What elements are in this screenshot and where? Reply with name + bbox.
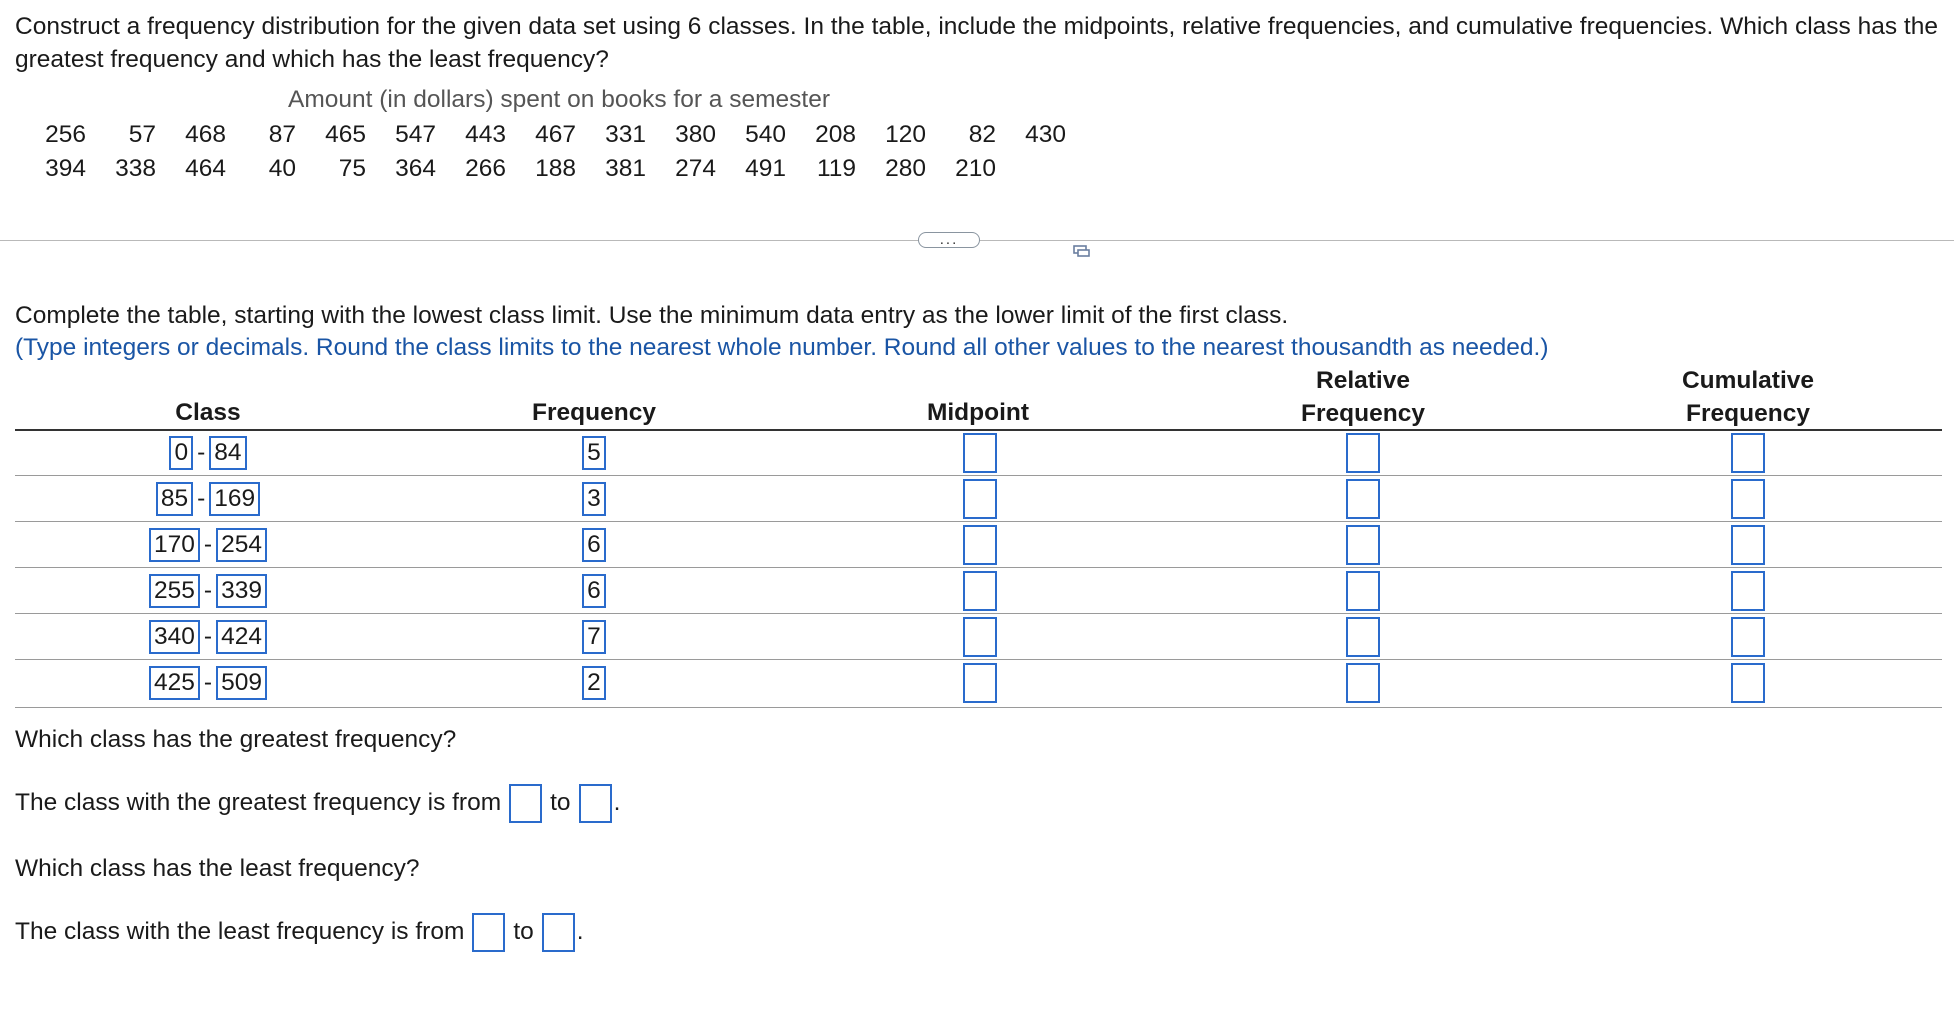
dataset-title: Amount (in dollars) spent on books for a semester bbox=[288, 86, 830, 113]
cumulative-frequency-cell bbox=[1558, 431, 1938, 475]
instruction-text: Complete the table, starting with the lowest class limit. Use the minimum data entry as the lower limit of the first class. bbox=[15, 302, 1289, 329]
header-frequency: Frequency bbox=[532, 399, 656, 426]
data-value: 266 bbox=[465, 155, 506, 182]
frequency-input[interactable]: 5 bbox=[582, 436, 606, 470]
relative-frequency-input[interactable] bbox=[1346, 571, 1380, 611]
row-separator bbox=[15, 475, 1942, 476]
relative-frequency-input[interactable] bbox=[1346, 525, 1380, 565]
cumulative-frequency-input[interactable] bbox=[1731, 479, 1765, 519]
class-lower-input[interactable]: 85 bbox=[156, 482, 193, 516]
midpoint-cell bbox=[787, 431, 1173, 475]
data-value: 465 bbox=[325, 121, 366, 148]
cumulative-frequency-input[interactable] bbox=[1731, 617, 1765, 657]
relative-frequency-input[interactable] bbox=[1346, 617, 1380, 657]
data-value: 491 bbox=[745, 155, 786, 182]
data-value: 468 bbox=[185, 121, 226, 148]
cumulative-frequency-cell bbox=[1558, 523, 1938, 567]
data-value: 467 bbox=[535, 121, 576, 148]
data-value: 256 bbox=[45, 121, 86, 148]
header-class: Class bbox=[175, 399, 241, 426]
frequency-input[interactable]: 7 bbox=[582, 620, 606, 654]
copy-data-icon[interactable] bbox=[1073, 245, 1090, 257]
table-bottom-rule bbox=[15, 707, 1942, 708]
class-lower-input[interactable]: 255 bbox=[149, 574, 200, 608]
data-value: 120 bbox=[885, 121, 926, 148]
table-row-3-class: 170 - 254 bbox=[15, 523, 401, 567]
frequency-cell bbox=[401, 569, 787, 613]
data-value: 443 bbox=[465, 121, 506, 148]
frequency-cell bbox=[401, 477, 787, 521]
midpoint-cell bbox=[787, 569, 1173, 613]
data-value: 210 bbox=[955, 155, 996, 182]
greatest-from-input[interactable] bbox=[509, 784, 542, 823]
cumulative-frequency-input[interactable] bbox=[1731, 433, 1765, 473]
data-row-2 bbox=[0, 152, 1200, 186]
class-upper-input[interactable]: 424 bbox=[216, 620, 267, 654]
midpoint-input[interactable] bbox=[963, 663, 997, 703]
relative-frequency-cell bbox=[1173, 523, 1553, 567]
data-value: 394 bbox=[45, 155, 86, 182]
data-value: 364 bbox=[395, 155, 436, 182]
greatest-to-input[interactable] bbox=[579, 784, 612, 823]
relative-frequency-cell bbox=[1173, 615, 1553, 659]
cumulative-frequency-cell bbox=[1558, 661, 1938, 705]
table-row-4-class: 255 - 339 bbox=[15, 569, 401, 613]
least-from-input[interactable] bbox=[472, 913, 505, 952]
data-value: 40 bbox=[268, 155, 296, 182]
data-row-1 bbox=[0, 118, 1200, 152]
class-upper-input[interactable]: 509 bbox=[216, 666, 267, 700]
relative-frequency-input[interactable] bbox=[1346, 479, 1380, 519]
frequency-input[interactable]: 6 bbox=[582, 528, 606, 562]
header-midpoint: Midpoint bbox=[926, 399, 1030, 426]
header-cumulative-frequency: Cumulative Frequency bbox=[1681, 367, 1815, 427]
greatest-answer-line: The class with the greatest frequency is from to . bbox=[15, 782, 620, 824]
table-row-5-class: 340 - 424 bbox=[15, 615, 401, 659]
data-value: 381 bbox=[605, 155, 646, 182]
data-value: 188 bbox=[535, 155, 576, 182]
data-value: 430 bbox=[1025, 121, 1066, 148]
frequency-cell bbox=[401, 431, 787, 475]
data-value: 57 bbox=[128, 121, 156, 148]
class-lower-input[interactable]: 340 bbox=[149, 620, 200, 654]
data-value: 208 bbox=[815, 121, 856, 148]
row-separator bbox=[15, 659, 1942, 660]
data-value: 380 bbox=[675, 121, 716, 148]
cumulative-frequency-cell bbox=[1558, 615, 1938, 659]
relative-frequency-cell bbox=[1173, 477, 1553, 521]
class-lower-input[interactable]: 170 bbox=[149, 528, 200, 562]
data-value: 547 bbox=[395, 121, 436, 148]
midpoint-cell bbox=[787, 661, 1173, 705]
midpoint-input[interactable] bbox=[963, 525, 997, 565]
instruction-note: (Type integers or decimals. Round the class limits to the nearest whole number. Round all other values to the nearest thousandth as needed.) bbox=[15, 334, 1549, 361]
midpoint-cell bbox=[787, 477, 1173, 521]
cumulative-frequency-input[interactable] bbox=[1731, 663, 1765, 703]
greatest-question: Which class has the greatest frequency? bbox=[15, 726, 457, 753]
row-separator bbox=[15, 567, 1942, 568]
midpoint-input[interactable] bbox=[963, 479, 997, 519]
least-to-input[interactable] bbox=[542, 913, 575, 952]
midpoint-cell bbox=[787, 615, 1173, 659]
midpoint-input[interactable] bbox=[963, 433, 997, 473]
data-value: 119 bbox=[816, 155, 856, 182]
cumulative-frequency-cell bbox=[1558, 569, 1938, 613]
relative-frequency-input[interactable] bbox=[1346, 663, 1380, 703]
header-relative-frequency: Relative Frequency bbox=[1301, 367, 1425, 427]
relative-frequency-cell bbox=[1173, 661, 1553, 705]
class-upper-input[interactable]: 84 bbox=[209, 436, 246, 470]
frequency-input[interactable]: 6 bbox=[582, 574, 606, 608]
table-row-2-class: 85 - 169 bbox=[15, 477, 401, 521]
class-upper-input[interactable]: 339 bbox=[216, 574, 267, 608]
data-value: 75 bbox=[338, 155, 366, 182]
data-value: 338 bbox=[115, 155, 156, 182]
table-row-6-class: 425 - 509 bbox=[15, 661, 401, 705]
relative-frequency-cell bbox=[1173, 569, 1553, 613]
frequency-cell bbox=[401, 661, 787, 705]
data-value: 87 bbox=[268, 121, 296, 148]
expand-more-button[interactable]: ... bbox=[918, 232, 980, 248]
class-upper-input[interactable]: 254 bbox=[216, 528, 267, 562]
midpoint-cell bbox=[787, 523, 1173, 567]
class-upper-input[interactable]: 169 bbox=[209, 482, 260, 516]
data-value: 331 bbox=[605, 121, 646, 148]
row-separator bbox=[15, 521, 1942, 522]
cumulative-frequency-input[interactable] bbox=[1731, 571, 1765, 611]
table-row-1-class: 0 - 84 bbox=[15, 431, 401, 475]
frequency-cell bbox=[401, 523, 787, 567]
data-value: 82 bbox=[968, 121, 996, 148]
cumulative-frequency-cell bbox=[1558, 477, 1938, 521]
least-question: Which class has the least frequency? bbox=[15, 855, 420, 882]
frequency-cell bbox=[401, 615, 787, 659]
midpoint-input[interactable] bbox=[963, 617, 997, 657]
data-value: 274 bbox=[675, 155, 716, 182]
frequency-input[interactable]: 2 bbox=[582, 666, 606, 700]
relative-frequency-input[interactable] bbox=[1346, 433, 1380, 473]
frequency-input[interactable]: 3 bbox=[582, 482, 606, 516]
data-value: 540 bbox=[745, 121, 786, 148]
data-value: 464 bbox=[185, 155, 226, 182]
cumulative-frequency-input[interactable] bbox=[1731, 525, 1765, 565]
data-value: 280 bbox=[885, 155, 926, 182]
midpoint-input[interactable] bbox=[963, 571, 997, 611]
question-text: Construct a frequency distribution for the given data set using 6 classes. In the table, include the midpoints, relative frequencies, and cumulative frequencies. Which class has the greatest frequency and which has the least frequency? bbox=[15, 13, 1938, 73]
least-answer-line: The class with the least frequency is from to . bbox=[15, 911, 584, 953]
class-lower-input[interactable]: 425 bbox=[149, 666, 200, 700]
relative-frequency-cell bbox=[1173, 431, 1553, 475]
row-separator bbox=[15, 613, 1942, 614]
class-lower-input[interactable]: 0 bbox=[169, 436, 193, 470]
